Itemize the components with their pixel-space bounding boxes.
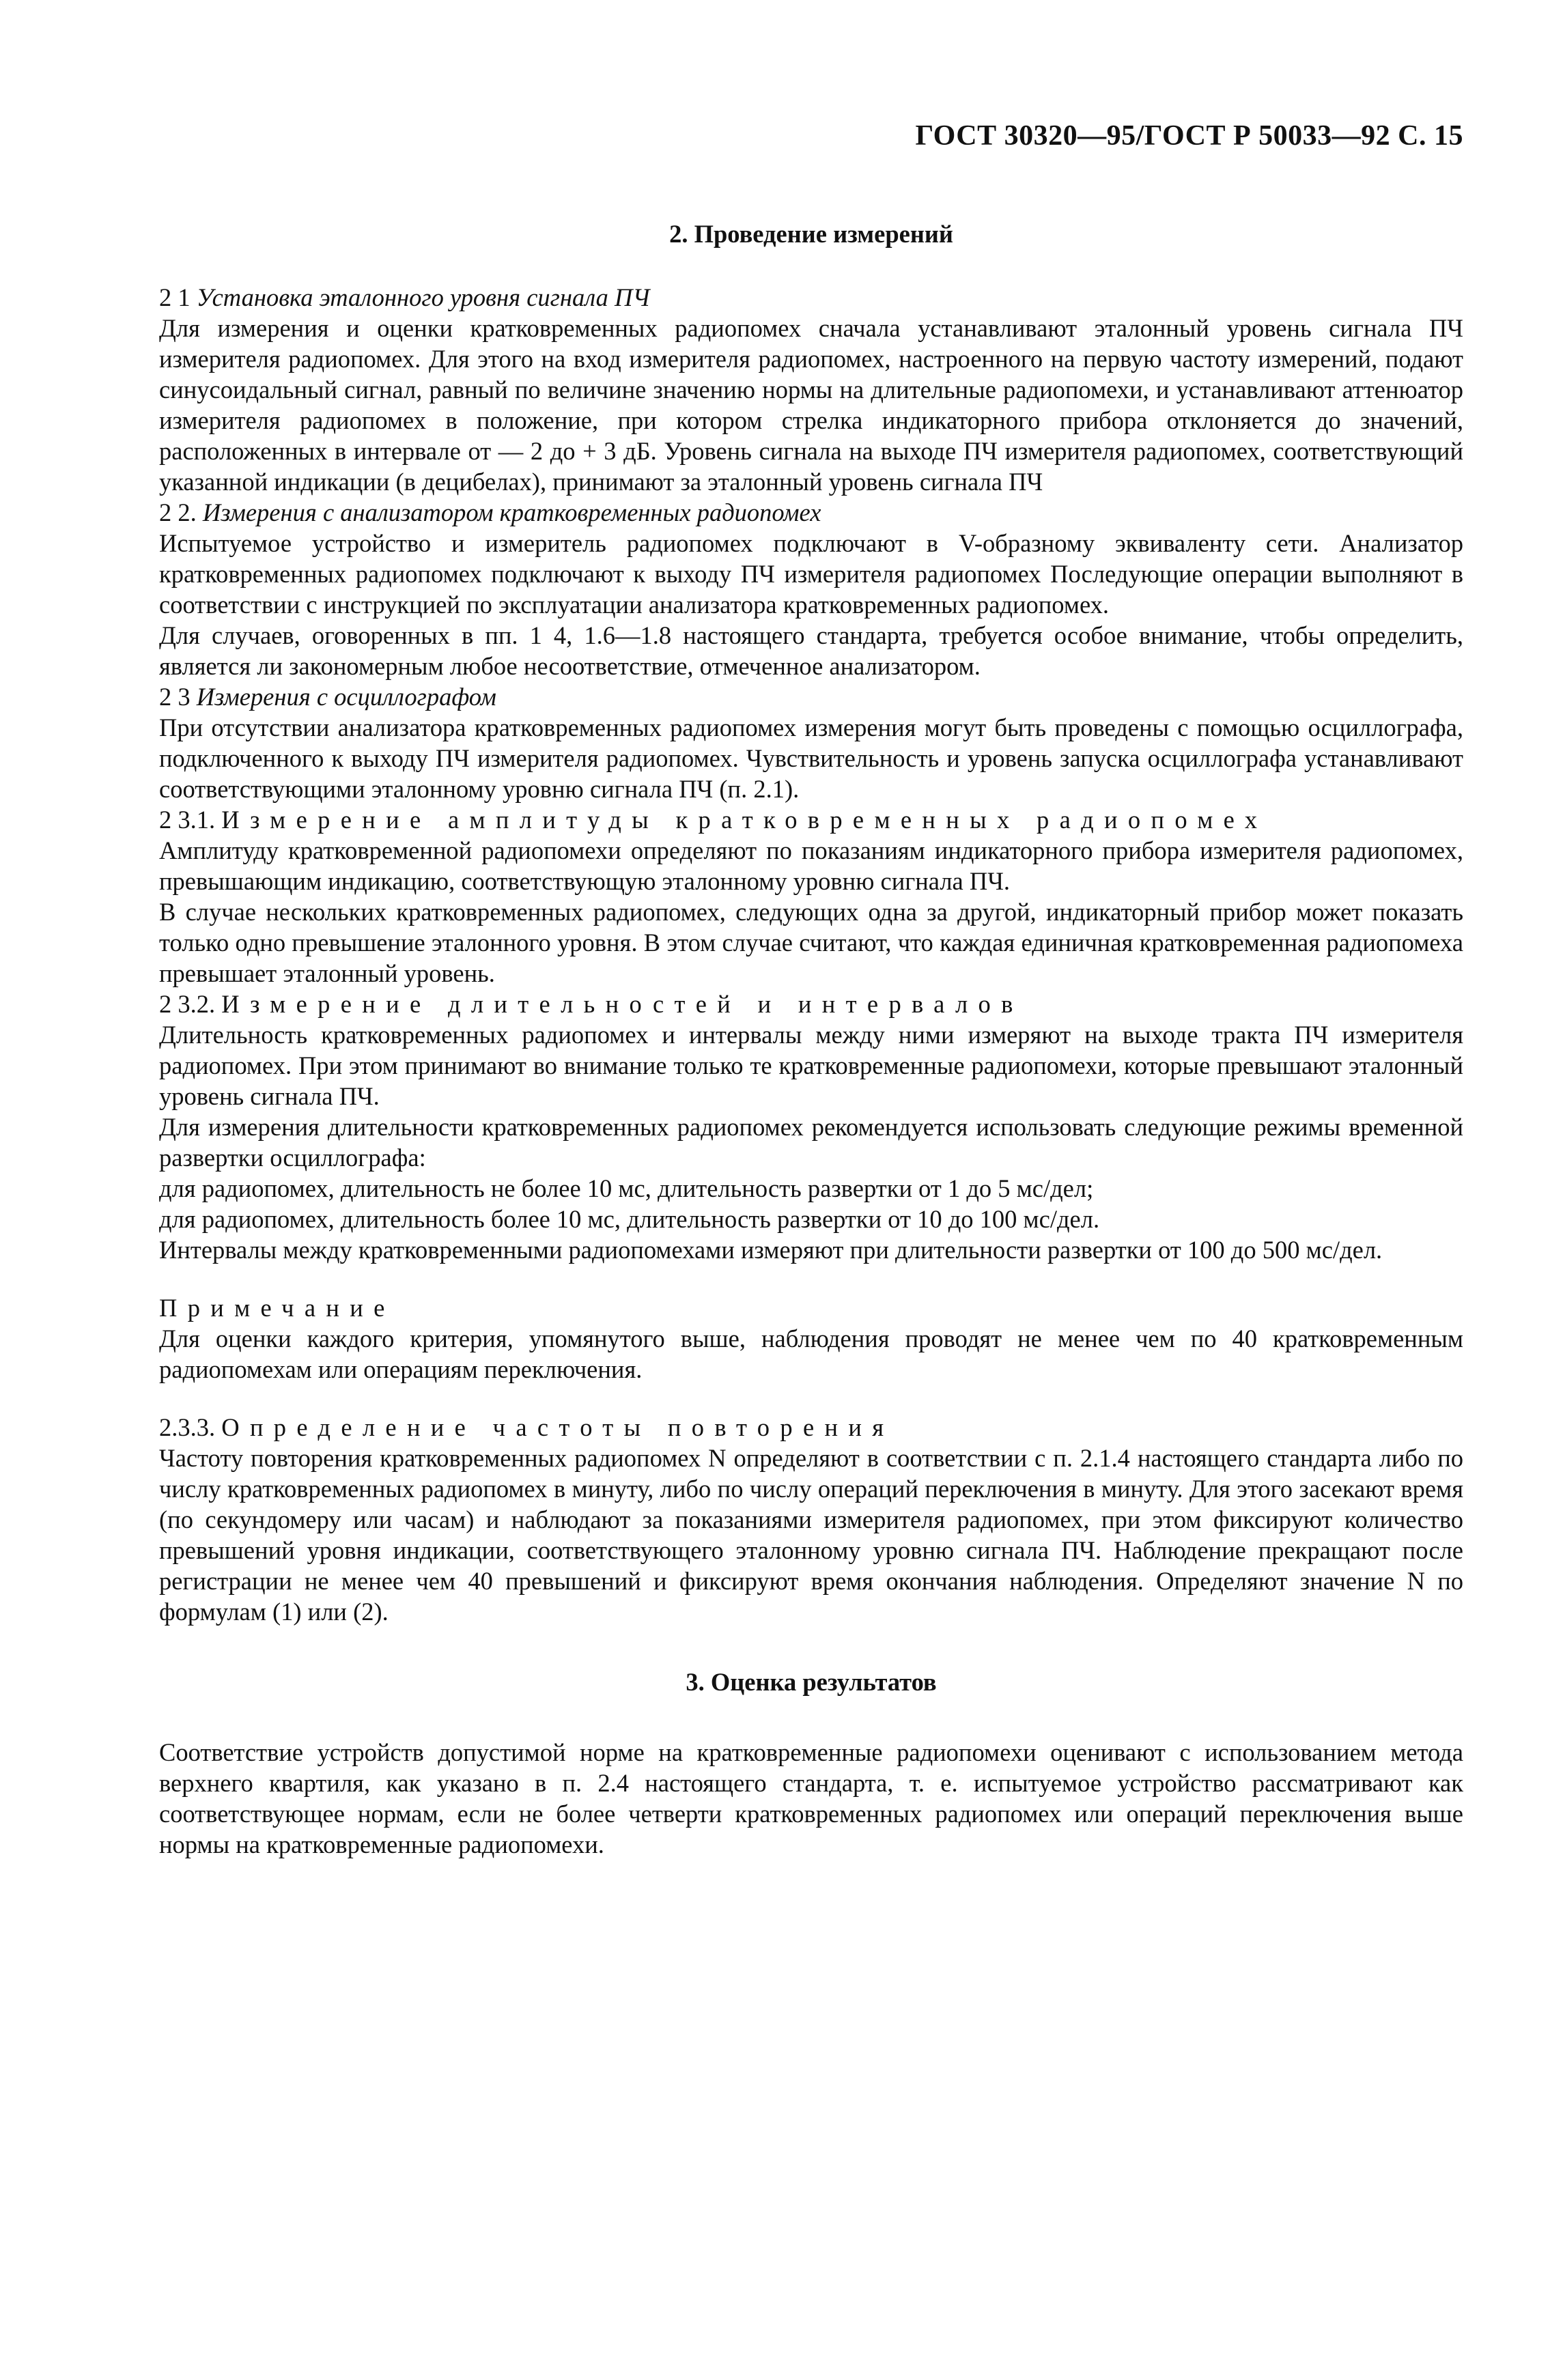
section-3-title: 3. Оценка результатов — [686, 1668, 937, 1696]
section-2-2-text-1: Испытуемое устройство и измеритель радиопомех подключают в V-образному эквиваленту сети. Анализатор кратковременных радиопомех подключают к выходу ПЧ измерителя радиопомех Последующие операции выполняют в соответствии с инструкцией по эксплуатации анализатора кратковременных радиопомех. — [159, 529, 1463, 619]
section-2-3-3-number: 2.3.3. — [159, 1413, 216, 1441]
section-2-3-2-item-1: для радиопомех, длительность не более 10 мс, длительность развертки от 1 до 5 мс/дел; — [159, 1174, 1094, 1202]
section-2-3-2-number: 2 3.2. — [159, 990, 216, 1018]
section-2-3-heading — [159, 681, 1463, 712]
section-2-3-1-heading — [159, 804, 1463, 835]
section-2-3-2-text-2: Для измерения длительности кратковременных радиопомех рекомендуется использовать следующие режимы временной развертки осциллографа: — [159, 1113, 1463, 1172]
section-2-2-title: Измерения с анализатором кратковременных радиопомех — [202, 498, 821, 526]
section-2-3-1-text-2: В случае нескольких кратковременных радиопомех, следующих одна за другой, индикаторный прибор может показать только одно превышение эталонного уровня. В этом случае считают, что каждая единичная кратковременная радиопомеха превышает эталонный уровень. — [159, 898, 1463, 987]
section-2-2-number: 2 2. — [159, 498, 197, 526]
section-2-title: 2. Проведение измерений — [669, 220, 953, 248]
section-2-3-2-text-1: Длительность кратковременных радиопомех и интервалы между ними измеряют на выходе тракта ПЧ измерителя радиопомех. При этом принимают во внимание только те кратковременные радиопомехи, которые превышают эталонный уровень сигнала ПЧ. — [159, 1021, 1463, 1110]
section-2-3-1-title: Измерение амплитуды кратковременных радиопомех — [221, 806, 1268, 834]
section-2-1-number: 2 1 — [159, 283, 191, 311]
note-text: Для оценки каждого критерия, упомянутого выше, наблюдения проводят не менее чем по 40 кратковременным радиопомехам или операциям переключения. — [159, 1324, 1463, 1383]
section-2-3-text: При отсутствии анализатора кратковременных радиопомех измерения могут быть проведены с помощью осциллографа, подключенного к выходу ПЧ измерителя радиопомех. Чувствительность и уровень запуска осциллографа устанавливают соответствующими эталонному уровню сигнала ПЧ (п. 2.1). — [159, 713, 1463, 803]
section-2-3-3-title: Определение частоты повторения — [221, 1413, 895, 1441]
section-2-3-2-title: Измерение длительностей и интервалов — [221, 990, 1024, 1018]
section-2-3-1-text-1: Амплитуду кратковременной радиопомехи определяют по показаниям индикаторного прибора измерителя радиопомех, превышающим индикацию, соответствующую эталонному уровню сигнала ПЧ. — [159, 836, 1463, 895]
section-2-3-2-item-2: для радиопомех, длительность более 10 мс, длительность развертки от 10 до 100 мс/дел. — [159, 1205, 1100, 1233]
page-header: ГОСТ 30320—95/ГОСТ Р 50033—92 С. 15 — [915, 120, 1463, 152]
note-label: Примечание — [159, 1294, 395, 1322]
section-2-3-3-text: Частоту повторения кратковременных радиопомех N определяют в соответствии с п. 2.1.4 настоящего стандарта либо по числу кратковременных радиопомех в минуту, либо по числу операций переключения в минуту. Для этого засекают время (по секундомеру или часам) и наблюдают за показаниями измерителя радиопомех, при этом фиксируют количество превышений уровня индикации, соответствующего эталонному уровню сигнала ПЧ. Наблюдение прекращают после регистрации не менее чем 40 превышений и фиксируют время окончания наблюдения. Определяют значение N по формулам (1) или (2). — [159, 1444, 1463, 1626]
section-2-3-number: 2 3 — [159, 683, 191, 711]
section-2-1-text: Для измерения и оценки кратковременных радиопомех сначала устанавливают эталонный уровень сигнала ПЧ измерителя радиопомех. Для этого на вход измерителя радиопомех, настроенного на первую частоту измерений, подают синусоидальный сигнал, равный по величине значению нормы на длительные радиопомехи, и устанавливают аттенюатор измерителя радиопомех в положение, при котором стрелка индикаторного прибора отклоняется до значений, расположенных в интервале от — 2 до + 3 дБ. Уровень сигнала на выходе ПЧ измерителя радиопомех, соответствующий указанной индикации (в децибелах), принимают за эталонный уровень сигнала ПЧ — [159, 314, 1463, 496]
section-3-text: Соответствие устройств допустимой норме на кратковременные радиопомехи оценивают с использованием метода верхнего квартиля, как указано в п. 2.4 настоящего стандарта, т. е. испытуемое устройство рассматривают как соответствующее нормам, если не более четверти кратковременных радиопомех или операций переключения выше нормы на кратковременные радиопомехи. — [159, 1738, 1463, 1858]
section-2-2-heading — [159, 497, 1463, 528]
section-2-2-text-2: Для случаев, оговоренных в пп. 1 4, 1.6—1.8 настоящего стандарта, требуется особое внимание, чтобы определить, является ли закономерным любое несоответствие, отмеченное анализатором. — [159, 621, 1463, 680]
section-2-1-title: Установка эталонного уровня сигнала ПЧ — [196, 283, 650, 311]
section-2-1-heading — [159, 282, 1463, 313]
document-body — [159, 218, 1463, 1860]
section-2-3-title: Измерения с осциллографом — [196, 683, 496, 711]
section-2-3-2-heading — [159, 989, 1463, 1019]
section-2-3-2-text-3: Интервалы между кратковременными радиопомехами измеряют при длительности развертки от 100 до 500 мс/дел. — [159, 1236, 1383, 1264]
section-2-3-1-number: 2 3.1. — [159, 806, 216, 834]
section-2-3-3-heading — [159, 1412, 1463, 1443]
